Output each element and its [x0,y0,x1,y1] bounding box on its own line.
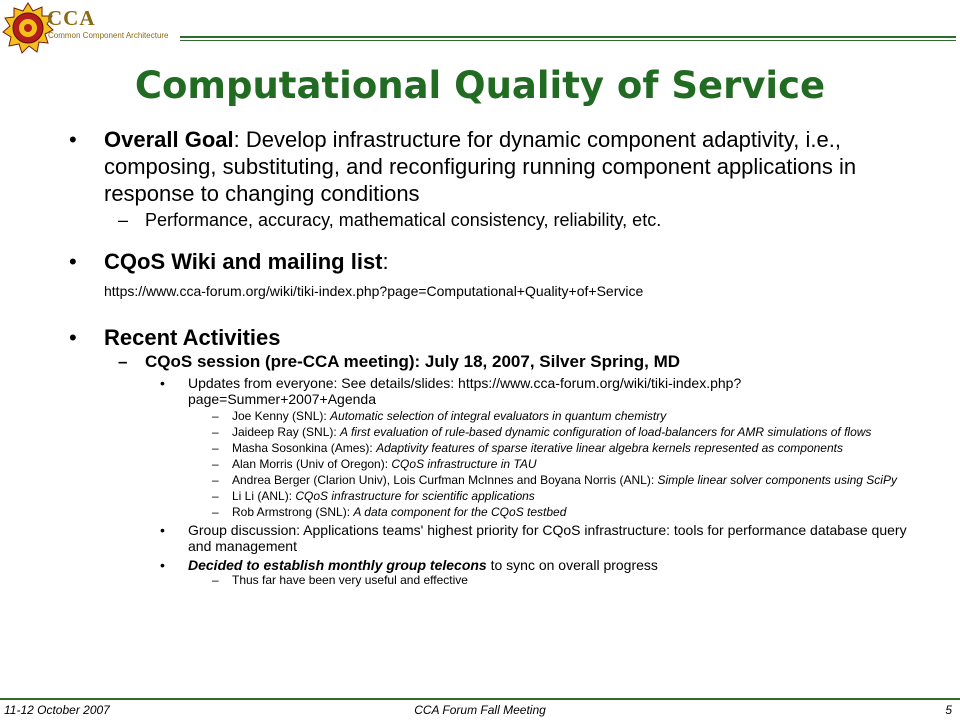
talk-speaker: Andrea Berger (Clarion Univ), Lois Curfman McInnes and Boyana Norris (ANL): [232,473,658,487]
talk-title: A first evaluation of rule-based dynamic configuration of load-balancers for AMR simulations of flows [340,425,872,439]
talk-title: CQoS infrastructure in TAU [391,457,537,471]
talk-title: Adaptivity features of sparse iterative linear algebra kernels represented as components [376,441,843,455]
dash-icon: – [212,505,219,519]
bullet-dot-icon: • [160,522,165,538]
bullet-dot-icon: • [160,375,165,391]
brand-name: CCA [47,6,96,30]
talk-item [212,473,912,487]
item-group-discussion [160,522,908,554]
bullet-label: CQoS Wiki and mailing list [104,249,383,274]
dash-icon: – [118,352,128,371]
dash-icon: – [212,473,219,487]
footer-rule [0,698,960,700]
bullet-dot-icon: • [69,249,77,274]
bullet-text: : [382,249,389,274]
bullet-label: Overall Goal [104,127,234,152]
talk-speaker: Li Li (ANL): [232,489,296,503]
dash-icon: – [118,210,129,230]
talk-title: CQoS infrastructure for scientific applications [295,489,535,503]
slide-title: Computational Quality of Service [134,64,826,107]
bullet-dot-icon: • [160,557,165,573]
dash-icon: – [212,409,219,423]
session-text: CQoS session (pre-CCA meeting): July 18, 2007, Silver Spring, MD [145,352,681,371]
dash-icon: – [212,573,219,587]
bullet-recent-activities [69,324,904,351]
dash-icon: – [212,441,219,455]
talk-speaker: Rob Armstrong (SNL): [232,505,354,519]
bullet-text: : Develop infrastructure for dynamic component adaptivity, i.e., composing, substituting, and reconfiguring running component applications in response to changing conditions [104,127,857,206]
slide-content [0,126,960,587]
talk-item [212,425,912,439]
telecons-feedback-text: Thus far have been very useful and effective [232,573,468,587]
dash-icon: – [212,457,219,471]
talk-item-telecons-feedback [212,573,912,587]
footer-event: CCA Forum Fall Meeting [414,703,546,717]
page-number: 5 [945,703,952,717]
talk-title: Simple linear solver components using SciPy [657,473,897,487]
talk-title: A data component for the CQoS testbed [353,505,567,519]
talk-title: Automatic selection of integral evaluators in quantum chemistry [330,409,667,423]
dash-icon: – [212,489,219,503]
talk-item [212,441,912,455]
talk-speaker: Masha Sosonkina (Ames): [232,441,377,455]
header-rule [180,36,956,38]
sub-bullet-cqos-session [118,351,960,373]
item-decided-telecons [160,557,908,573]
bullet-dot-icon: • [69,325,77,350]
talk-speaker: Jaideep Ray (SNL): [232,425,341,439]
decided-text: to sync on overall progress [486,557,658,573]
brand-subtitle: Common Component Architecture [48,31,169,40]
talk-item [212,505,912,519]
item-updates [160,375,908,407]
bullet-dot-icon: • [69,127,77,152]
bullet-wiki [69,248,904,302]
updates-text: Updates from everyone: See details/slides: https://www.cca-forum.org/wiki/tiki-index.php?page=Summer+2007+Agenda [188,375,742,407]
talk-item [212,489,912,503]
group-discussion-text: Group discussion: Applications teams' highest priority for CQoS infrastructure: tools for performance database query and management [188,522,907,554]
footer-date: 11-12 October 2007 [4,703,110,717]
talk-item [212,457,912,471]
talk-item [212,409,912,423]
talk-speaker: Joe Kenny (SNL): [232,409,331,423]
bullet-label: Recent Activities [104,325,281,350]
decided-emphasis: Decided to establish monthly group telecons [188,557,487,573]
dash-icon: – [212,425,219,439]
talk-speaker: Alan Morris (Univ of Oregon): [232,457,392,471]
sub-bullet-goal-aspects [118,209,960,231]
header-rule-thin [180,40,956,41]
sub-bullet-text: Performance, accuracy, mathematical consistency, reliability, etc. [145,210,662,230]
wiki-link[interactable]: https://www.cca-forum.org/wiki/tiki-index.php?page=Computational+Quality+of+Service [104,283,644,299]
bullet-overall-goal [69,126,904,207]
